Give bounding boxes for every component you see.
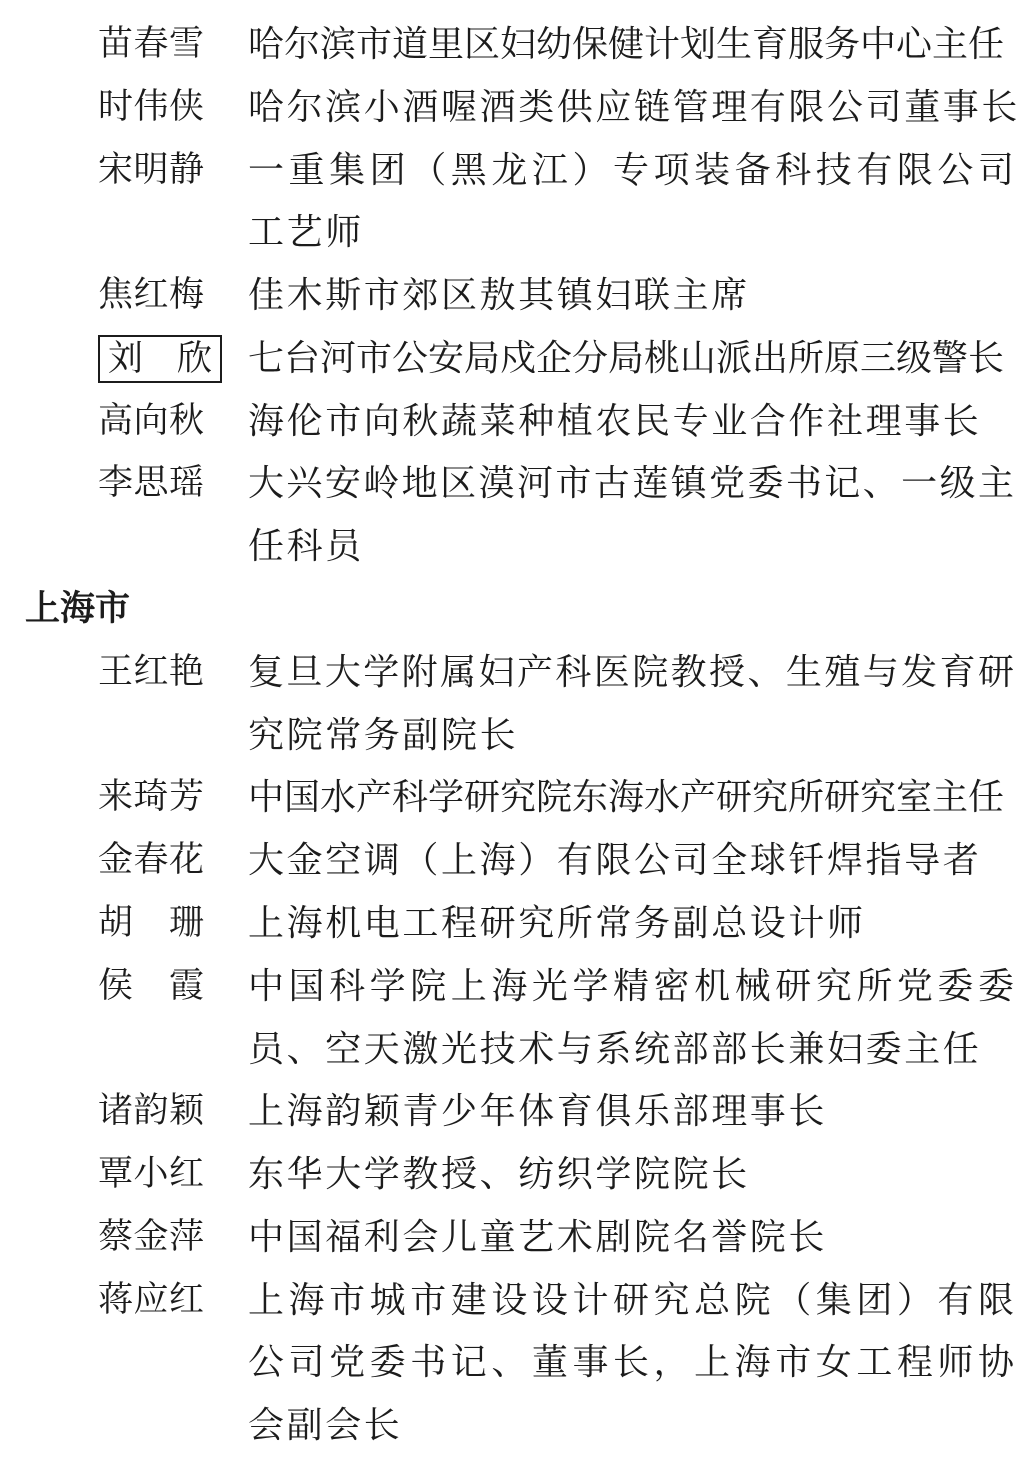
person-name-text: 王红艳	[98, 651, 204, 691]
person-name	[98, 955, 204, 1018]
person-name-text: 覃小红	[98, 1154, 204, 1194]
person-title	[248, 390, 1014, 453]
person-name	[98, 264, 204, 327]
roster-entry-row	[0, 327, 1025, 390]
roster-entry-row	[0, 1269, 1025, 1457]
person-title-line: 海伦市向秋蔬菜种植农民专业合作社理事长	[248, 400, 982, 441]
person-title-line: 哈尔滨小酒喔酒类供应链管理有限公司董事长	[248, 86, 1021, 127]
person-name	[98, 327, 212, 383]
roster-entry-row	[0, 955, 1025, 1081]
person-title-line: 任科员	[248, 526, 364, 567]
person-name	[98, 13, 204, 76]
person-name	[98, 829, 204, 892]
person-title	[248, 955, 1014, 1081]
person-title-line: 上海机电工程研究所常务副总设计师	[248, 902, 866, 943]
person-name-text: 胡珊	[98, 902, 204, 942]
person-name	[98, 76, 204, 139]
roster-rows	[0, 13, 1025, 1457]
person-name	[98, 1206, 204, 1269]
person-name-text: 宋明静	[98, 149, 204, 189]
roster-entry-row	[0, 76, 1025, 139]
roster-entry-row	[0, 829, 1025, 892]
roster-entry-row	[0, 452, 1025, 578]
person-name	[98, 390, 204, 453]
roster-entry-row	[0, 390, 1025, 453]
person-name	[98, 1143, 204, 1206]
person-title	[248, 641, 1014, 767]
person-name-text: 焦红梅	[98, 275, 204, 315]
person-name-text: 时伟侠	[98, 86, 204, 126]
person-title-line: 哈尔滨市道里区妇幼保健计划生育服务中心主任	[248, 24, 1005, 64]
person-title	[248, 452, 1014, 578]
roster-entry-row	[0, 13, 1025, 76]
person-name-text: 高向秋	[98, 400, 204, 440]
person-title	[248, 13, 1014, 76]
person-name	[98, 1080, 204, 1143]
person-title	[248, 327, 1014, 390]
roster-entry-row	[0, 264, 1025, 327]
person-title-line: 公司党委书记、董事长，上海市女工程师协	[248, 1342, 1014, 1383]
person-title	[248, 139, 1014, 265]
person-name	[98, 766, 204, 829]
person-title-line: 佳木斯市郊区敖其镇妇联主席	[248, 275, 750, 316]
person-title	[248, 76, 1021, 139]
roster-entry-row	[0, 766, 1025, 829]
roster-entry-row	[0, 1206, 1025, 1269]
person-name-text: 蔡金萍	[98, 1216, 204, 1256]
person-name	[98, 139, 204, 202]
section-header	[0, 578, 1025, 641]
person-name	[98, 641, 204, 704]
person-title	[248, 1269, 1014, 1457]
person-name-text-deceased-boxed: 刘欣	[98, 335, 222, 383]
person-title-line: 员、空天激光技术与系统部部长兼妇委主任	[248, 1028, 982, 1069]
section-label: 上海市	[25, 589, 131, 629]
person-title-line: 中国福利会儿童艺术剧院名誉院长	[248, 1216, 828, 1257]
roster-entry-row	[0, 892, 1025, 955]
person-title-line: 东华大学教授、纺织学院院长	[248, 1154, 750, 1195]
person-title-line: 一重集团（黑龙江）专项装备科技有限公司	[248, 149, 1014, 190]
person-title	[248, 264, 1014, 327]
person-title	[248, 892, 1014, 955]
person-title	[248, 766, 1014, 829]
person-title-line: 复旦大学附属妇产科医院教授、生殖与发育研	[248, 651, 1014, 692]
roster-entry-row	[0, 641, 1025, 767]
person-name-text: 侯霞	[98, 965, 204, 1005]
person-name	[98, 452, 204, 515]
person-name	[98, 1269, 204, 1332]
roster-entry-row	[0, 139, 1025, 265]
person-title	[248, 829, 1014, 892]
person-title-line: 究院常务副院长	[248, 714, 519, 755]
person-title-line: 大金空调（上海）有限公司全球钎焊指导者	[248, 840, 982, 881]
person-name-text: 李思瑶	[98, 463, 204, 503]
person-name-text: 诸韵颖	[98, 1091, 204, 1131]
person-title	[248, 1080, 1014, 1143]
person-title-line: 七台河市公安局戍企分局桃山派出所原三级警长	[248, 337, 1005, 378]
person-title-line: 大兴安岭地区漠河市古莲镇党委书记、一级主	[248, 463, 1014, 504]
person-title-line: 上海市城市建设设计研究总院（集团）有限	[248, 1279, 1014, 1320]
person-title-line: 工艺师	[248, 212, 364, 253]
person-name-text: 蒋应红	[98, 1279, 204, 1319]
person-name-text: 苗春雪	[98, 24, 204, 63]
person-name-text: 金春花	[98, 840, 204, 880]
person-name	[98, 892, 204, 955]
person-title	[248, 1143, 1014, 1206]
person-title-line: 中国水产科学研究院东海水产研究所研究室主任	[248, 777, 1005, 818]
person-title	[248, 1206, 1014, 1269]
roster-entry-row	[0, 1143, 1025, 1206]
roster-entry-row	[0, 1080, 1025, 1143]
person-title-line: 上海韵颖青少年体育俱乐部理事长	[248, 1091, 828, 1132]
person-title-line: 中国科学院上海光学精密机械研究所党委委	[248, 965, 1014, 1006]
person-name-text: 来琦芳	[98, 777, 204, 817]
person-title-line: 会副会长	[248, 1405, 403, 1446]
